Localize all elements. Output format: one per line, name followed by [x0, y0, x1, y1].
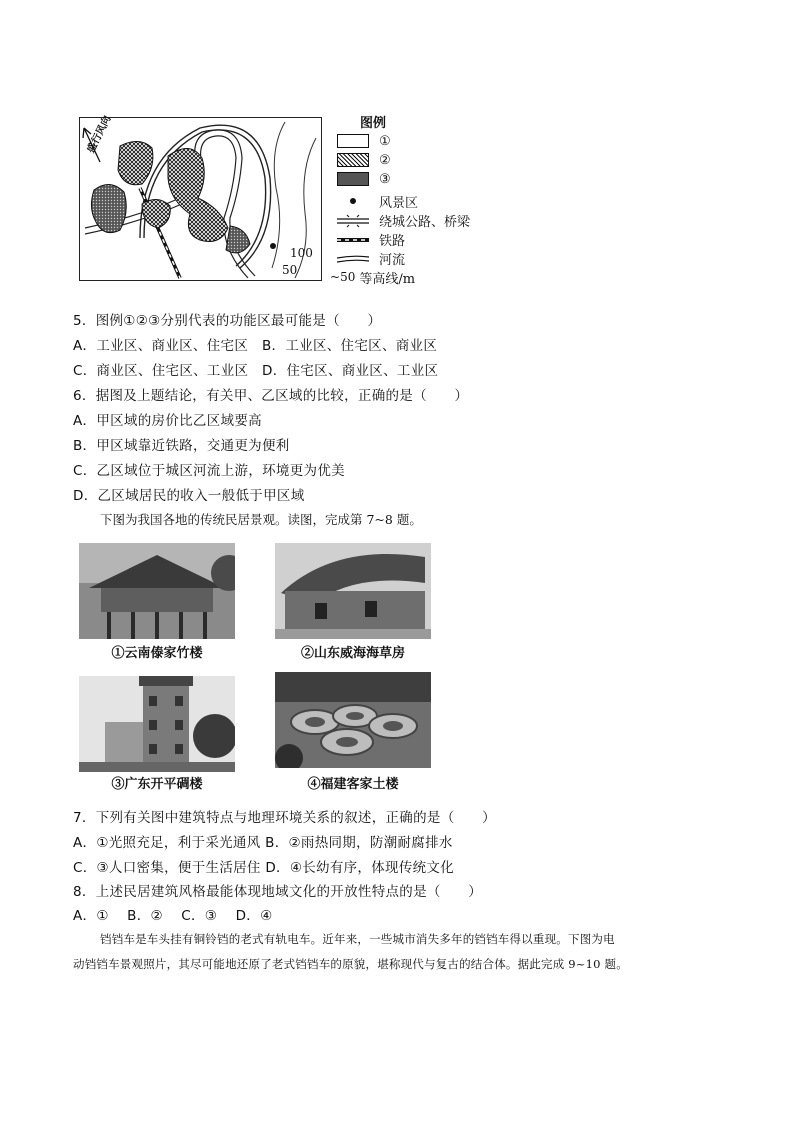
q7-options-ab: A．①光照充足，利于采光通风 B．②雨热同期，防潮耐腐排水 [73, 835, 453, 851]
legend-label-3: ③ [379, 171, 391, 187]
legend-item-road [337, 211, 470, 229]
contour-label-100: 100 [290, 246, 313, 260]
legend-swatch-3 [337, 172, 369, 186]
intro-9-10-line1: 铛铛车是车头挂有铜铃铛的老式有轨电车。近年来，一些城市消失多年的铛铛车得以重现。下图为电 [100, 932, 615, 946]
q8-options: A．① B．② C．③ D．④ [73, 908, 273, 924]
caption-3: ③广东开平碉楼 [111, 777, 203, 792]
photo-weihai-seaweed-house [275, 543, 431, 639]
legend-swatch-2 [337, 153, 369, 167]
legend-title: 图例 [360, 116, 387, 131]
intro-7-8: 下图为我国各地的传统民居景观。读图，完成第 7~8 题。 [100, 512, 422, 527]
q6-option-a: A．甲区域的房价比乙区域要高 [73, 413, 262, 429]
city-map [79, 114, 322, 281]
legend-label-river: 河流 [379, 252, 406, 268]
q8-stem: 8．上述民居建筑风格最能体现地域文化的开放性特点的是（ ） [73, 884, 483, 900]
intro-9-10-line2: 动铛铛车景观照片，其尽可能地还原了老式铛铛车的原貌，堪称现代与复古的结合体。据此完成 9~10 题。 [73, 957, 628, 971]
q5-option-b: B．工业区、住宅区、商业区 [262, 338, 438, 354]
legend-item-contour [330, 268, 415, 286]
q5-option-a: A．工业区、商业区、住宅区 [73, 338, 249, 354]
q5-stem: 5．图例①②③分别代表的功能区最可能是（ ） [73, 313, 382, 329]
contour-symbol-icon: ~ [330, 270, 341, 284]
wind-direction-label: 盛行风向 [85, 114, 114, 155]
scenic-dot-icon [337, 194, 369, 208]
photo-kaiping-diaolou [79, 676, 235, 772]
legend-item-2 [337, 151, 391, 169]
q6-option-c: C．乙区域位于城区河流上游，环境更为优美 [73, 463, 345, 479]
q7-options-cd: C．③人口密集，便于生活居住 D．④长幼有序，体现传统文化 [73, 860, 455, 876]
q6-stem: 6．据图及上题结论，有关甲、乙区域的比较，正确的是（ ） [73, 388, 469, 404]
photo-fujian-tulou [275, 672, 431, 768]
legend-label-2: ② [379, 152, 391, 168]
legend-label-1: ① [379, 133, 391, 149]
legend-swatch-1 [337, 134, 369, 148]
caption-2: ②山东威海海草房 [300, 646, 405, 661]
legend-label-scenic: 风景区 [379, 195, 419, 211]
contour-label-50: 50 [282, 263, 298, 277]
legend-label-contour: 等高线/m [359, 271, 416, 287]
legend-label-road: 绕城公路、桥梁 [379, 214, 471, 230]
caption-4: ④福建客家土楼 [307, 777, 399, 792]
map-drawing [80, 118, 320, 279]
road-bridge-icon [337, 213, 369, 227]
river-icon [337, 251, 369, 265]
q5-option-d: D．住宅区、商业区、工业区 [262, 363, 439, 379]
contour-legend-value: 50 [340, 270, 356, 284]
legend-label-railway: 铁路 [379, 233, 406, 249]
legend-item-river [337, 249, 405, 267]
caption-1: ①云南傣家竹楼 [111, 646, 203, 661]
photo-yunnan-bamboo-house [79, 543, 235, 639]
q5-option-c: C．商业区、住宅区、工业区 [73, 363, 249, 379]
q6-option-b: B．甲区域靠近铁路，交通更为便利 [73, 438, 290, 454]
railway-icon [337, 232, 369, 246]
legend-item-scenic [337, 192, 418, 210]
legend-item-railway [337, 230, 405, 248]
q6-option-d: D．乙区域居民的收入一般低于甲区域 [73, 488, 305, 504]
legend-item-1 [337, 132, 391, 150]
q7-stem: 7．下列有关图中建筑特点与地理环境关系的叙述，正确的是（ ） [73, 810, 496, 826]
legend-item-3 [337, 170, 391, 188]
